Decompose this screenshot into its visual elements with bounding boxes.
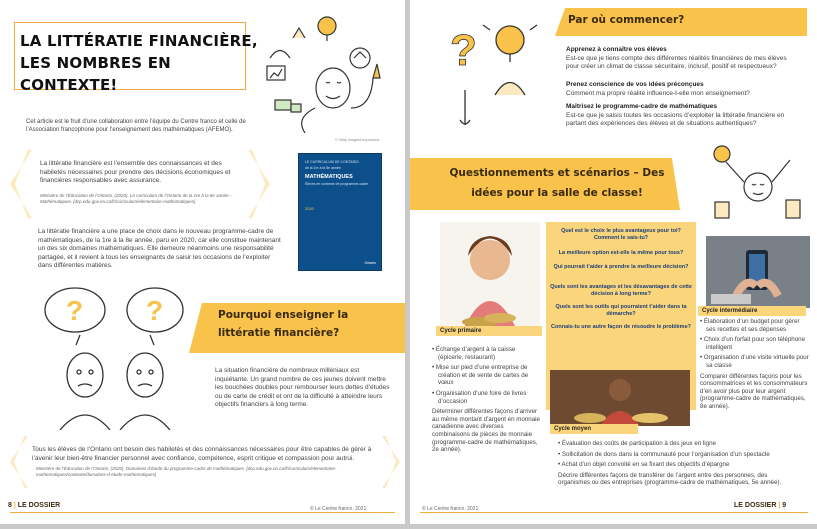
footer-left: 8 | LE DOSSIER [8, 502, 61, 509]
start-item-heading: Maîtrisez le programme-cadre de mathématiques [566, 103, 717, 110]
start-item-3 [566, 103, 798, 129]
quote-ontario-source: Ministère de l’Éducation de l’Ontario. (2020). Domaines d’étude du programme-cadre de mathématiques. [dcp.edu.gov.on.ca/fr/curriculum/elementaire-mathematiques/contexte/domaines-d-etude-mathematiques] [36, 466, 337, 477]
image-credit: © Getty Images/Lenyvavsha [335, 138, 380, 142]
intro-text: Cet article est le fruit d’une collaboration entre l’équipe du Centre franco et celle de l’Association francophone pour l’enseignement des mathématiques (AFEMO). [26, 119, 246, 133]
section-title-why: Pourquoi enseigner la littératie financière? [218, 309, 349, 339]
idea-figure-illustration [700, 142, 810, 227]
list-item: • Achat d’un objet convoité en se fixant des objectifs d’épargne [558, 461, 798, 469]
section-title-start: Par où commencer? [568, 14, 685, 26]
phone-hands-image [706, 236, 810, 308]
book-subtitle: Élèves en contexte de programme-cadre [305, 182, 369, 186]
section-label: LE DOSSIER [734, 502, 777, 509]
start-item-heading: Prenez conscience de vos idées préconçues [566, 81, 704, 88]
svg-text:?: ? [146, 295, 164, 326]
list-item: • Élaboration d’un budget pour gérer ses recettes et ses dépenses [700, 318, 810, 333]
list-item: • Organisation d’une visite virtuelle pour sa classe [700, 354, 810, 369]
caption-cycle-primaire: Cycle primaire [436, 326, 542, 336]
caption-cycle-intermediaire: Cycle intermédiaire [698, 306, 806, 316]
chevron-right-decoration [382, 436, 400, 488]
chevron-right-decoration [248, 150, 270, 218]
question-3: Qui pourrait t’aider à prendre la meilleure décision? [553, 264, 689, 270]
list-item: • Sollicitation de dons dans la communauté pour l’organisation d’un spectacle [558, 451, 798, 459]
boy-with-coins-image [550, 370, 690, 426]
chevron-left-decoration [10, 150, 32, 218]
quote-ontario-students [10, 436, 400, 488]
book-year: 2020 [305, 206, 314, 211]
footer-rule [10, 512, 395, 513]
start-item-2 [566, 81, 798, 98]
photo-cycle-primaire [440, 222, 540, 326]
svg-text:?: ? [450, 26, 477, 75]
copyright: © Le Centre franco, 2021 [422, 506, 479, 512]
list-item: • Choix d’un forfait pour son téléphone intelligent [700, 336, 810, 351]
right-page [410, 0, 817, 524]
quote-ontario-text: Tous les élèves de l’Ontario ont besoin des habiletés et des connaissances nécessaires pour être capables de gérer à l’avenir leur bien-être financier personnel avec confiance, compétence, esprit critique et compassion pour autrui. [32, 446, 372, 462]
chevron-left-decoration [10, 436, 28, 488]
page-number: 9 [782, 502, 787, 509]
page-number: 8 [8, 502, 12, 509]
footer-right: LE DOSSIER | 9 [734, 502, 787, 509]
photo-cycle-intermediaire [706, 236, 810, 308]
cycle-primaire-paragraph: Déterminer différentes façons d’arriver au même montant d’argent en monnaie canadienne avec diverses combinaisons de pièces de monnaie (programme-cadre de mathématiques, 2e année). [432, 408, 541, 454]
left-page [0, 0, 405, 524]
cycle-intermediaire-paragraph: Comparer différentes façons pour les consommatrices et les consommateurs d’en avoir plus pour leur argent (programme-cadre de mathématiques, 8e année). [700, 372, 808, 410]
copyright: © Le Centre franco, 2021 [310, 506, 367, 512]
question-1: Quel est le choix le plus avantageux pour toi? Comment le sais-tu? [561, 228, 681, 241]
book-grades: de la 1re à la 8e année [305, 166, 341, 170]
book-logo: Ontario [364, 261, 376, 265]
list-cycle-moyen [558, 440, 798, 490]
question-lightbulb-illustration [420, 10, 550, 130]
start-item-heading: Apprenez à connaître vos élèves [566, 46, 667, 53]
quote-definition [10, 150, 270, 218]
start-item-text: Comment ma propre réalité influence-t-elle mon enseignement? [566, 89, 750, 97]
child-with-coins-image [440, 222, 540, 326]
quote-definition-text: La littératie financière est l’ensemble des connaissances et des habiletés nécessaires pour prendre des décisions économiques et financières responsables avec assurance. [40, 160, 231, 184]
question-5: Quels sont les outils qui pourraient t’aider dans ta démarche? [555, 304, 687, 317]
quote-definition-source: Ministère de l’Éducation de l’Ontario. (2020). Le curriculum de l’Ontario de la 1re à la 8e année – Mathématiques. [dcp.edu.gov.on.ca/fr/curriculum/elementaire-mathematiques] [40, 193, 233, 204]
book-title: MATHÉMATIQUES [305, 174, 353, 180]
thinking-figure-illustration [255, 8, 400, 133]
question-6: Connais-tu une autre façon de résoudre le problème? [551, 324, 691, 330]
question-2: La meilleure option est-elle la même pour tous? [558, 250, 684, 256]
section-title-scenarios: Questionnements et scénarios – Des idées pour la salle de classe! [449, 167, 665, 199]
question-figures-illustration [30, 280, 200, 430]
body-paragraph-millennials: La situation financière de nombreux milléniaux est inquiétante. Un grand nombre de ces jeunes doivent mettre les bouchées doubles pour rembourser leurs dettes d’études ou de carte de crédit et ont de la difficulté à atteindre leurs objectifs financiers à long terme. [215, 367, 390, 408]
question-4: Quels sont les avantages et les désavantages de cette décision à long terme? [550, 284, 692, 297]
start-item-1 [566, 46, 798, 72]
book-top-line: LE CURRICULUM DE L’ONTARIO [305, 160, 359, 164]
footer-rule [420, 512, 808, 513]
list-item: • Organisation d’une foire de livres d’occasion [432, 390, 540, 405]
body-paragraph-curriculum: La littératie financière a une place de choix dans le nouveau programme-cadre de mathématiques, de la 1re à la 8e année, paru en 2020, car elle constitue maintenant un des six domaines mathématiques. Elle demeure néanmoins une responsabilité partagée, et il revient à tous les enseignants de saisir les occasions de l’exploiter dans différentes matières. [38, 228, 281, 269]
cycle-moyen-paragraph: Décrire différentes façons de transférer de l’argent entre des personnes, des organismes ou des entreprises (programme-cadre de mathématiques, 5e année). [558, 471, 782, 487]
caption-cycle-moyen: Cycle moyen [550, 424, 638, 434]
list-cycle-intermediaire [700, 318, 810, 414]
list-cycle-primaire [432, 346, 540, 457]
svg-text:?: ? [66, 295, 84, 326]
list-item: • Mise sur pied d’une entreprise de création et de vente de cartes de vœux [432, 364, 540, 387]
photo-cycle-moyen [550, 370, 690, 426]
list-item: • Évaluation des coûts de participation à des jeux en ligne [558, 440, 798, 448]
start-item-text: Est-ce que je tiens compte des différentes réalités financières de mes élèves pour créer un climat de classe sécuritaire, inclusif, positif et respectueux? [566, 54, 787, 70]
page-title: LA LITTÉRATIE FINANCIÈRE, LES NOMBRES EN CONTEXTE! [20, 32, 258, 94]
section-label: LE DOSSIER [17, 502, 61, 509]
list-item: • Échange d’argent à la caisse (épicerie, restaurant) [432, 346, 540, 361]
start-item-text: Est-ce que je saisis toutes les occasions d’exploiter la littératie financière en partant des expériences des élèves et de situations authentiques? [566, 111, 785, 127]
curriculum-book-cover [298, 153, 382, 271]
